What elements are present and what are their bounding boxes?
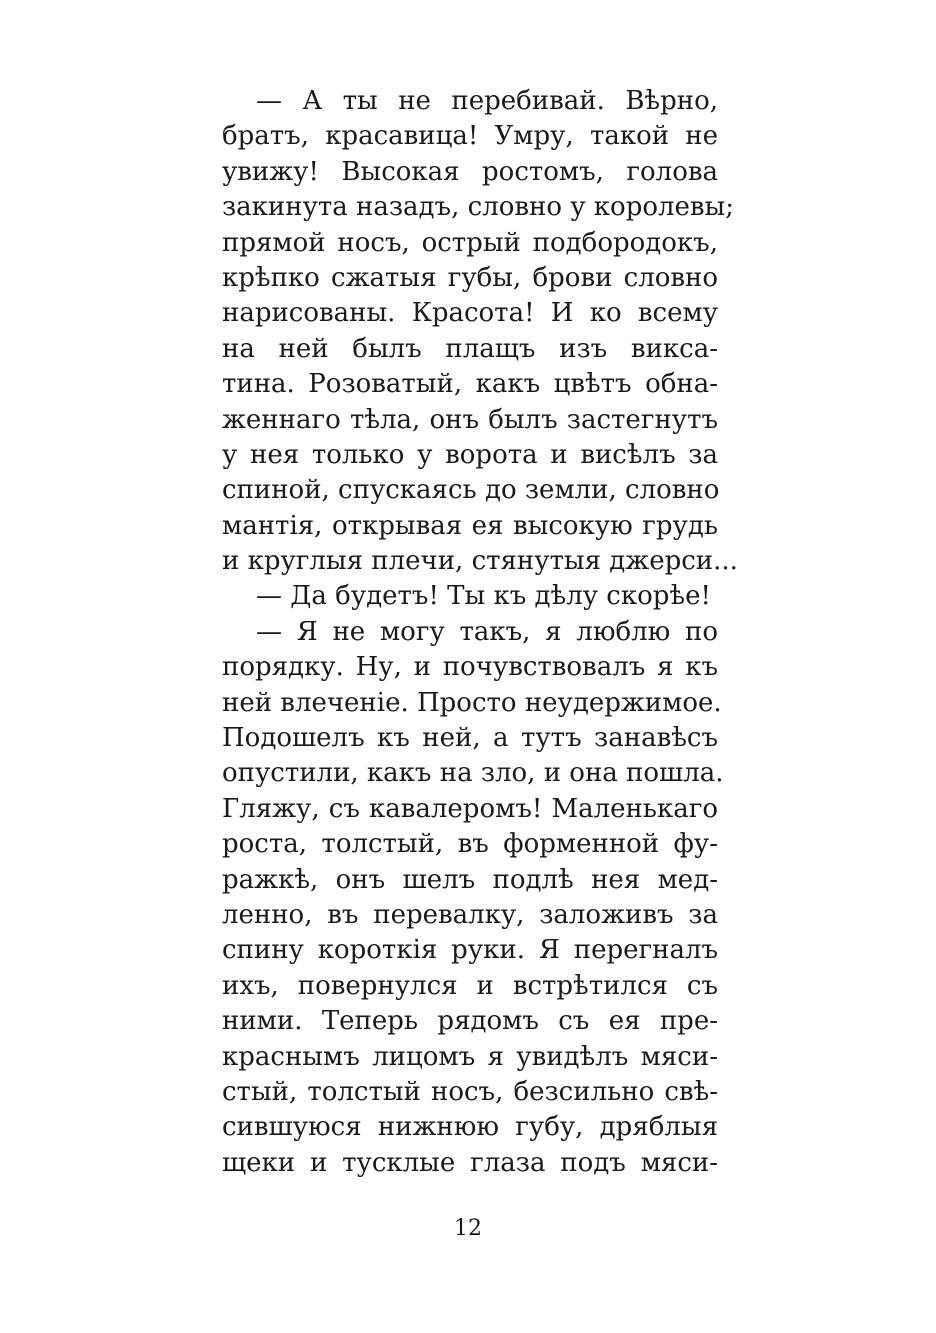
text-line: ними. Теперь рядомъ съ ея пре- xyxy=(222,1006,718,1037)
text-line: — Да будетъ! Ты къ дѣлу скорѣе! xyxy=(256,581,711,612)
text-line: сившуюся нижнюю губу, дряблыя xyxy=(222,1112,718,1143)
text-line: — А ты не перебивай. Вѣрно, xyxy=(256,86,718,116)
text-line: порядку. Ну, и почувствовалъ я къ xyxy=(222,652,718,683)
text-line: спиной, спускаясь до земли, словно xyxy=(222,475,720,506)
text-line: закинута назадъ, словно у королевы; xyxy=(222,192,735,223)
text-line: нарисованы. Красота! И ко всему xyxy=(222,298,718,329)
text-line: стый, толстый носъ, безсильно свѣ- xyxy=(222,1076,718,1107)
text-line: — Я не могу такъ, я люблю по xyxy=(256,616,718,647)
text-line: на ней былъ плащъ изъ викса- xyxy=(222,333,718,364)
page-number: 12 xyxy=(454,1216,482,1241)
text-line: тина. Розоватый, какъ цвѣтъ обна- xyxy=(222,369,718,400)
text-line: роста, толстый, въ форменной фу- xyxy=(222,829,718,860)
text-line: ней влеченіе. Просто неудержимое. xyxy=(222,687,722,718)
text-line: увижу! Высокая ростомъ, голова xyxy=(222,156,718,187)
text-line: опустили, какъ на зло, и она пошла. xyxy=(222,758,724,789)
text-line: ихъ, повернулся и встрѣтился съ xyxy=(222,970,718,1001)
text-line: у нея только у ворота и висѣлъ за xyxy=(222,439,718,470)
text-line: Подошелъ къ ней, а тутъ занавѣсъ xyxy=(222,723,718,754)
text-line: братъ, красавица! Умру, такой не xyxy=(222,121,718,152)
text-line: краснымъ лицомъ я увидѣлъ мяси- xyxy=(222,1041,718,1072)
text-line: ленно, въ перевалку, заложивъ за xyxy=(222,899,718,930)
text-line: и круглыя плечи, стянутыя джерси... xyxy=(222,546,738,577)
text-line: крѣпко сжатыя губы, брови словно xyxy=(222,262,718,293)
text-line: щеки и тусклые глаза подъ мяси- xyxy=(222,1147,718,1178)
text-line: спину короткія руки. Я перегналъ xyxy=(222,935,718,966)
text-line: женнаго тѣла, онъ былъ застегнутъ xyxy=(222,404,718,435)
text-line: Гляжу, съ кавалеромъ! Маленькаго xyxy=(222,793,718,824)
text-line: прямой носъ, острый подбородокъ, xyxy=(222,227,718,258)
body-text xyxy=(222,84,738,1181)
text-line: мантія, открывая ея высокую грудь xyxy=(222,510,718,541)
text-line: ражкѣ, онъ шелъ подлѣ нея мед- xyxy=(222,864,718,895)
